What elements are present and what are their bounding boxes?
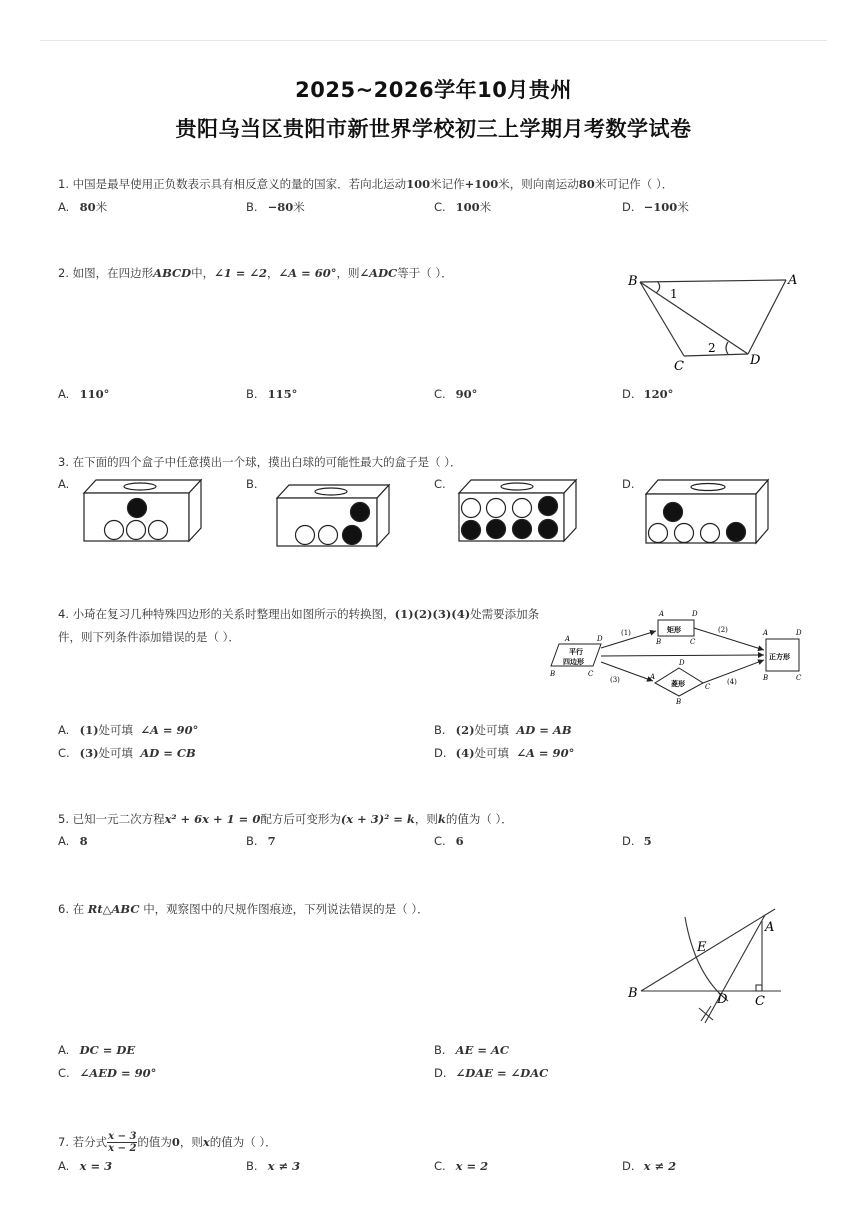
black-ball xyxy=(664,503,683,522)
q2-angle-2: 2 xyxy=(708,341,716,355)
black-ball xyxy=(727,523,746,542)
q6-label-e: E xyxy=(697,940,707,955)
q3-option-b[interactable]: B. xyxy=(246,477,258,491)
q2-label-a: A xyxy=(788,273,798,288)
q3-box-c xyxy=(455,477,580,545)
white-ball xyxy=(701,524,720,543)
question-4-stem-line1: 4. 小琦在复习几种特殊四边形的关系时整理出如图所示的转换图，(1)(2)(3)(4)处需要添加条 xyxy=(58,607,540,621)
white-ball xyxy=(319,526,338,545)
pg-vertex-c: C xyxy=(588,670,594,678)
white-ball xyxy=(675,524,694,543)
white-ball xyxy=(105,521,124,540)
pg-vertex-a: A xyxy=(565,635,571,643)
q6-option-c[interactable]: C. ∠AED = 90° xyxy=(58,1066,157,1080)
q1-option-d[interactable]: D. −100米 xyxy=(622,200,689,214)
pg-vertex-b: B xyxy=(550,670,556,678)
q6-label-d: D xyxy=(717,992,728,1007)
q2-option-a[interactable]: A. 110° xyxy=(58,387,110,401)
rect-vertex-b: B xyxy=(656,638,662,646)
square-label: 正方形 xyxy=(769,652,790,661)
q4-option-b[interactable]: B. (2)处可填 AD = AB xyxy=(434,723,572,737)
q3-option-d[interactable]: D. xyxy=(622,477,635,491)
q3-option-c[interactable]: C. xyxy=(434,477,446,491)
q2-option-c[interactable]: C. 90° xyxy=(434,387,478,401)
sq-vertex-b: B xyxy=(763,674,769,682)
black-ball xyxy=(487,520,506,539)
rh-vertex-d: D xyxy=(679,659,685,667)
parallelogram-label-line2: 四边形 xyxy=(563,657,584,666)
q2-label-b: B xyxy=(628,274,638,289)
black-ball xyxy=(462,521,481,540)
q6-label-c: C xyxy=(755,994,765,1009)
rect-vertex-a: A xyxy=(659,610,665,618)
q3-box-d xyxy=(642,477,772,547)
rh-vertex-c: C xyxy=(705,683,711,691)
black-ball xyxy=(351,503,370,522)
q2-label-d: D xyxy=(750,353,761,368)
question-1-stem: 1. 中国是最早使用正负数表示具有相反意义的量的国家．若向北运动100米记作+100米，则向南运动80米可记作（ ）． xyxy=(58,177,674,191)
step-3-label: (3) xyxy=(610,676,620,684)
q7-option-d[interactable]: D. x ≠ 2 xyxy=(622,1159,677,1173)
parallelogram-label-line1: 平行 xyxy=(569,647,583,656)
sq-vertex-c: C xyxy=(796,674,802,682)
q6-option-a[interactable]: A. DC = DE xyxy=(58,1043,136,1057)
rect-vertex-d: D xyxy=(692,610,698,618)
black-ball xyxy=(513,520,532,539)
q1-option-b[interactable]: B. −80米 xyxy=(246,200,305,214)
rect-vertex-c: C xyxy=(690,638,696,646)
top-divider xyxy=(40,40,827,41)
exam-title-line1: 2025~2026学年10月贵州 xyxy=(295,78,572,102)
q4-conversion-diagram xyxy=(545,604,807,708)
q6-option-d[interactable]: D. ∠DAE = ∠DAC xyxy=(434,1066,549,1080)
q5-option-c[interactable]: C. 6 xyxy=(434,834,464,848)
q2-option-b[interactable]: B. 115° xyxy=(246,387,298,401)
white-ball xyxy=(149,521,168,540)
black-ball xyxy=(539,520,558,539)
question-5-stem: 5. 已知一元二次方程x² + 6x + 1 = 0配方后可变形为(x + 3)² = k，则k的值为（ ）． xyxy=(58,812,513,826)
q2-label-c: C xyxy=(674,359,684,374)
white-ball xyxy=(487,499,506,518)
question-6-stem: 6. 在 Rt△ABC 中，观察图中的尺规作图痕迹，下列说法错误的是（ ）． xyxy=(58,902,429,916)
exam-title-line2: 贵阳乌当区贵阳市新世界学校初三上学期月考数学试卷 xyxy=(175,117,692,141)
question-2-stem: 2. 如图，在四边形ABCD中，∠1 = ∠2，∠A = 60°，则∠ADC等于（ ）． xyxy=(58,266,453,280)
white-ball xyxy=(296,526,315,545)
q4-option-c[interactable]: C. (3)处可填 AD = CB xyxy=(58,746,196,760)
white-ball xyxy=(513,499,532,518)
q2-quadrilateral-figure xyxy=(620,266,805,376)
q7-option-b[interactable]: B. x ≠ 3 xyxy=(246,1159,301,1173)
q2-angle-1: 1 xyxy=(670,287,678,301)
q7-fraction: $\frac{x - 3}{x - 2}$ xyxy=(108,1131,137,1154)
rh-vertex-a: A xyxy=(650,673,656,681)
q3-box-a xyxy=(80,477,205,545)
q2-option-d[interactable]: D. 120° xyxy=(622,387,674,401)
q5-option-d[interactable]: D. 5 xyxy=(622,834,652,848)
white-ball xyxy=(462,499,481,518)
black-ball xyxy=(343,526,362,545)
question-7-stem: 7. 若分式 $\frac{x - 3}{x - 2}$ 的值为0，则x的值为（ ）． xyxy=(58,1131,277,1154)
rectangle-label: 矩形 xyxy=(667,625,681,634)
white-ball xyxy=(127,521,146,540)
q3-option-a[interactable]: A. xyxy=(58,477,70,491)
q4-option-d[interactable]: D. (4)处可填 ∠A = 90° xyxy=(434,746,575,760)
q6-label-a: A xyxy=(765,920,775,935)
q6-label-b: B xyxy=(628,986,638,1001)
black-ball xyxy=(539,497,558,516)
q7-option-a[interactable]: A. x = 3 xyxy=(58,1159,113,1173)
rh-vertex-b: B xyxy=(676,698,682,706)
q4-option-a[interactable]: A. (1)处可填 ∠A = 90° xyxy=(58,723,199,737)
q1-option-c[interactable]: C. 100米 xyxy=(434,200,492,214)
q6-triangle-figure xyxy=(625,905,790,1027)
question-4-stem-line2: 件，则下列条件添加错误的是（ ）． xyxy=(58,630,240,644)
step-1-label: (1) xyxy=(621,629,631,637)
white-ball xyxy=(649,524,668,543)
sq-vertex-a: A xyxy=(763,629,769,637)
question-3-stem: 3. 在下面的四个盒子中任意摸出一个球，摸出白球的可能性最大的盒子是（ ）． xyxy=(58,455,462,469)
q5-option-b[interactable]: B. 7 xyxy=(246,834,276,848)
rhombus-label: 菱形 xyxy=(671,679,685,688)
pg-vertex-d: D xyxy=(597,635,603,643)
q1-option-a[interactable]: A. 80米 xyxy=(58,200,108,214)
black-ball xyxy=(128,499,147,518)
step-2-label: (2) xyxy=(718,626,728,634)
q6-option-b[interactable]: B. AE = AC xyxy=(434,1043,510,1057)
q3-box-b xyxy=(273,482,393,550)
q7-option-c[interactable]: C. x = 2 xyxy=(434,1159,489,1173)
step-4-label: (4) xyxy=(727,678,737,686)
q5-option-a[interactable]: A. 8 xyxy=(58,834,88,848)
sq-vertex-d: D xyxy=(796,629,802,637)
